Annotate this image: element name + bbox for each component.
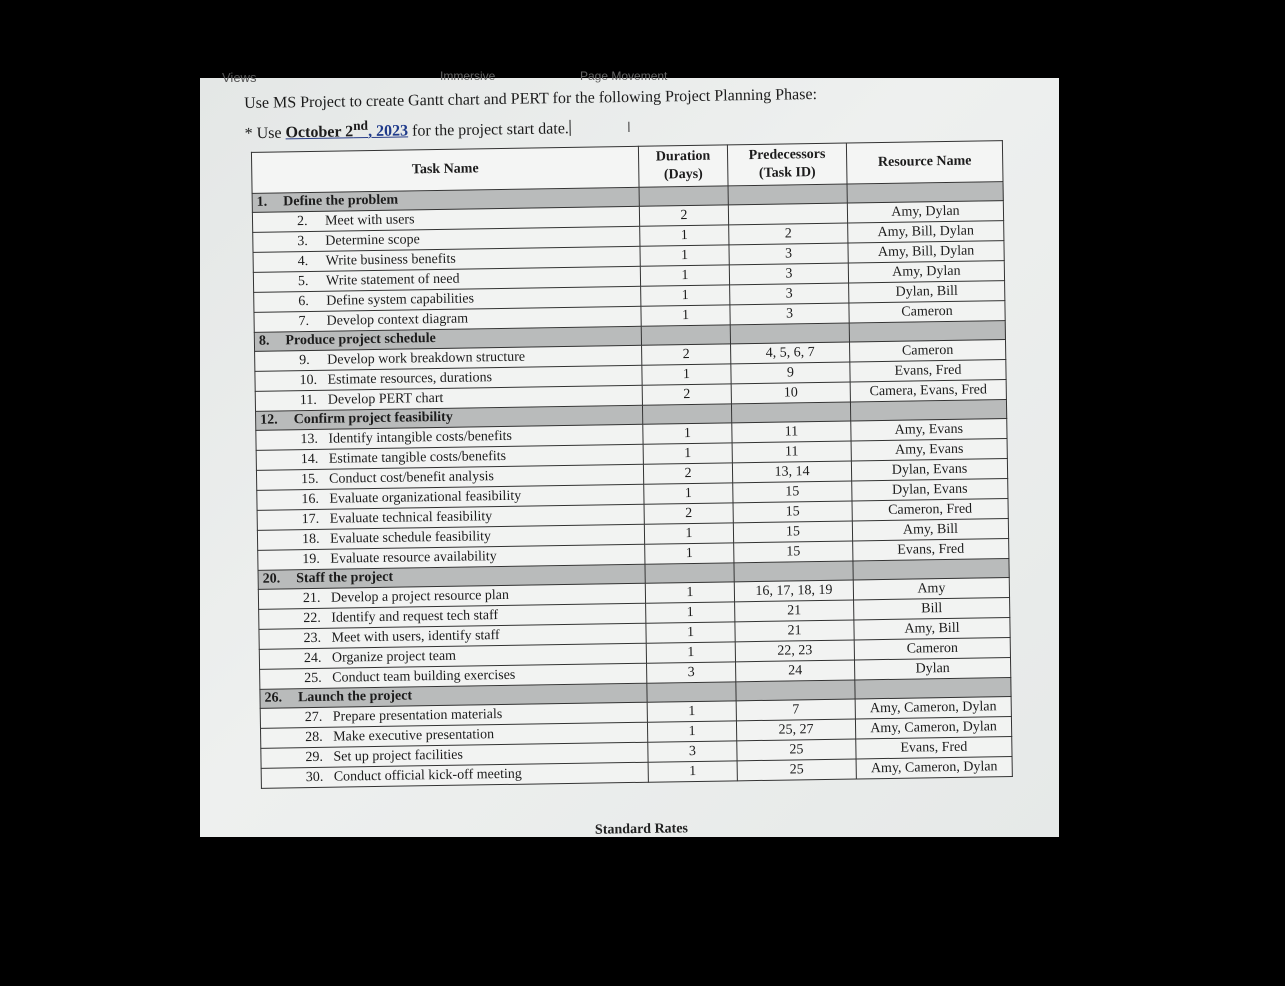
resource-cell — [850, 400, 1006, 421]
task-name: Conduct official kick-off meeting — [333, 767, 522, 786]
resource-cell: Amy, Dylan — [848, 261, 1004, 283]
task-id: 29. — [305, 750, 324, 766]
header-predecessors-line2: (Task ID) — [758, 165, 816, 182]
resource-cell: Amy, Cameron, Dylan — [855, 717, 1011, 739]
task-id: 26. — [264, 690, 283, 707]
task-name: Determine scope — [325, 232, 420, 250]
task-id: 22. — [303, 611, 321, 627]
intro-prefix: * Use — [244, 124, 282, 143]
predecessors-cell — [734, 561, 853, 582]
predecessors-cell: 22, 23 — [735, 640, 854, 662]
predecessors-cell — [736, 680, 855, 701]
task-id: 27. — [304, 710, 323, 726]
predecessors-cell: 2 — [729, 223, 848, 245]
task-id: 13. — [300, 432, 319, 448]
task-name: Develop context diagram — [326, 311, 469, 330]
predecessors-cell: 3 — [730, 303, 849, 325]
resource-cell — [849, 321, 1005, 342]
task-id: 5. — [297, 274, 309, 290]
duration-cell: 1 — [640, 245, 729, 266]
resource-cell: Dylan, Evans — [852, 479, 1008, 501]
resource-cell: Cameron — [849, 301, 1005, 323]
ribbon-immersive-label[interactable]: Immersive — [440, 69, 496, 83]
text-caret — [570, 120, 571, 136]
resource-cell: Dylan, Evans — [851, 459, 1007, 481]
task-id: 1. — [256, 194, 268, 211]
resource-cell: Cameron — [850, 340, 1006, 362]
resource-cell: Amy, Cameron, Dylan — [856, 757, 1012, 779]
task-name: Prepare presentation materials — [332, 707, 503, 726]
task-name: Produce project schedule — [285, 331, 436, 349]
duration-cell: 1 — [641, 305, 730, 326]
duration-cell — [647, 682, 736, 702]
duration-cell: 1 — [640, 225, 729, 246]
task-id: 11. — [299, 393, 317, 409]
start-date-suffix: nd — [353, 118, 369, 134]
document-body — [244, 80, 1035, 789]
task-id: 15. — [300, 472, 319, 488]
predecessors-cell: 3 — [729, 243, 848, 265]
header-duration-line2: (Days) — [663, 167, 703, 183]
predecessors-cell: 13, 14 — [732, 461, 851, 483]
task-id: 9. — [299, 353, 310, 369]
resource-cell: Amy, Dylan — [847, 201, 1003, 223]
header-duration-line1: Duration — [655, 149, 711, 165]
predecessors-cell: 7 — [736, 699, 855, 721]
intro-line-1: Use MS Project to create Gantt chart and PERT for the following Project Planning Phase: — [244, 86, 818, 112]
task-name: Write business benefits — [325, 252, 456, 270]
header-predecessors — [727, 143, 847, 186]
duration-cell: 1 — [643, 423, 732, 444]
resource-cell — [855, 678, 1011, 699]
resource-cell: Amy, Bill — [854, 618, 1010, 640]
task-name: Develop PERT chart — [327, 391, 444, 409]
task-id: 20. — [262, 571, 281, 588]
task-name: Evaluate organizational feasibility — [329, 489, 522, 508]
task-id: 30. — [305, 770, 324, 786]
task-id: 16. — [301, 492, 320, 508]
resource-cell: Dylan, Bill — [849, 281, 1005, 303]
resource-cell: Amy — [853, 578, 1009, 600]
duration-cell: 3 — [647, 662, 736, 683]
duration-cell: 1 — [647, 701, 736, 722]
resource-cell: Bill — [854, 598, 1010, 620]
header-task-name: Task Name — [251, 147, 639, 194]
duration-cell: 1 — [640, 265, 729, 286]
predecessors-cell: 9 — [731, 362, 850, 384]
predecessors-cell: 11 — [732, 421, 851, 443]
task-id: 19. — [302, 552, 320, 568]
duration-cell: 2 — [644, 503, 733, 524]
task-id: 21. — [302, 591, 321, 607]
task-id: 28. — [305, 730, 323, 746]
duration-cell: 2 — [643, 463, 732, 484]
duration-cell — [642, 404, 731, 424]
resource-cell: Amy, Bill, Dylan — [848, 241, 1004, 263]
duration-cell: 1 — [647, 721, 736, 742]
resource-cell: Camera, Evans, Fred — [850, 380, 1006, 402]
duration-cell: 3 — [648, 741, 737, 762]
ribbon-views-label[interactable]: Views — [222, 70, 257, 85]
intro-suffix: for the project start date. — [411, 120, 569, 140]
predecessors-cell: 15 — [733, 481, 852, 503]
task-name: Estimate tangible costs/benefits — [328, 449, 507, 468]
task-rows — [252, 182, 1012, 789]
predecessors-cell: 24 — [736, 660, 855, 682]
predecessors-cell: 21 — [735, 600, 854, 622]
task-name: Develop work breakdown structure — [327, 349, 526, 369]
ribbon-page-movement-label[interactable]: Page Movement — [580, 69, 668, 83]
resource-cell: Amy, Bill — [852, 519, 1008, 541]
task-name: Staff the project — [296, 570, 394, 587]
predecessors-cell — [731, 402, 850, 423]
task-id: 24. — [303, 651, 322, 667]
task-name: Confirm project feasibility — [293, 410, 453, 428]
task-name: Meet with users, identify staff — [331, 628, 500, 647]
resource-cell — [847, 182, 1003, 203]
resource-cell: Amy, Bill, Dylan — [848, 221, 1004, 243]
duration-cell: 1 — [645, 543, 734, 564]
duration-cell: 1 — [644, 523, 733, 544]
predecessors-cell: 11 — [732, 441, 851, 463]
task-id: 18. — [301, 532, 320, 548]
predecessors-cell: 15 — [733, 501, 852, 523]
task-name: Write statement of need — [325, 271, 460, 290]
duration-cell — [641, 325, 730, 345]
task-name: Make executive presentation — [333, 727, 495, 746]
header-predecessors-line1: Predecessors — [748, 147, 826, 164]
predecessors-cell: 15 — [733, 521, 852, 543]
start-date-month: October 2 — [285, 123, 354, 142]
task-name: Meet with users — [324, 212, 415, 230]
task-name: Evaluate resource availability — [330, 549, 497, 568]
predecessors-cell: 10 — [731, 382, 850, 404]
resource-cell: Cameron — [854, 638, 1010, 660]
task-name: Set up project facilities — [333, 747, 464, 766]
task-name: Define the problem — [283, 192, 399, 210]
predecessors-cell: 15 — [734, 541, 853, 563]
header-duration — [638, 145, 728, 187]
task-name: Organize project team — [331, 649, 457, 667]
task-id: 2. — [296, 214, 308, 230]
duration-cell — [645, 563, 734, 583]
duration-cell: 1 — [646, 602, 735, 623]
standard-rates-heading: Standard Rates — [594, 821, 689, 838]
duration-cell: 2 — [639, 205, 728, 226]
duration-cell: 1 — [642, 364, 731, 385]
resource-cell: Amy, Cameron, Dylan — [855, 697, 1011, 719]
duration-cell: 1 — [648, 761, 737, 782]
predecessors-cell — [730, 323, 849, 344]
predecessors-cell — [728, 184, 847, 205]
task-name: Develop a project resource plan — [330, 588, 510, 607]
resource-cell: Evans, Fred — [853, 539, 1009, 561]
predecessors-cell: 25, 27 — [736, 719, 855, 741]
task-id: 10. — [299, 373, 318, 389]
ibeam-cursor-icon: I — [626, 120, 632, 137]
task-name: Evaluate schedule feasibility — [329, 529, 492, 548]
task-id: 12. — [260, 412, 278, 429]
predecessors-cell: 25 — [737, 759, 856, 781]
task-name: Define system capabilities — [326, 291, 475, 310]
task-id: 25. — [304, 671, 322, 687]
predecessors-cell: 16, 17, 18, 19 — [734, 580, 853, 602]
predecessors-cell: 4, 5, 6, 7 — [731, 342, 850, 364]
resource-cell: Cameron, Fred — [852, 499, 1008, 521]
start-date-year: , 2023 — [367, 122, 409, 141]
resource-cell: Dylan — [855, 658, 1011, 680]
resource-cell: Evans, Fred — [850, 360, 1006, 382]
duration-cell: 1 — [643, 443, 732, 464]
resource-cell: Evans, Fred — [856, 737, 1012, 759]
task-id: 8. — [258, 333, 270, 350]
predecessors-cell: 21 — [735, 620, 854, 642]
task-id: 14. — [300, 452, 319, 468]
task-id: 3. — [297, 234, 308, 250]
task-name: Conduct cost/benefit analysis — [328, 469, 495, 488]
task-name: Launch the project — [297, 688, 413, 706]
predecessors-cell: 3 — [730, 283, 849, 305]
task-name: Conduct team building exercises — [332, 668, 516, 687]
task-name: Identify intangible costs/benefits — [328, 429, 513, 448]
task-id: 6. — [298, 294, 309, 310]
start-date — [285, 118, 409, 142]
task-table — [251, 140, 1013, 789]
duration-cell: 2 — [642, 384, 731, 405]
predecessors-cell: 25 — [737, 739, 856, 761]
resource-cell: Amy, Evans — [851, 439, 1007, 461]
duration-cell: 1 — [644, 483, 733, 504]
task-name: Identify and request tech staff — [331, 608, 499, 627]
task-id: 7. — [298, 314, 310, 330]
predecessors-cell — [728, 203, 847, 225]
resource-cell: Amy, Evans — [851, 419, 1007, 441]
duration-cell: 1 — [646, 622, 735, 643]
duration-cell — [639, 186, 728, 206]
task-name: Evaluate technical feasibility — [329, 509, 493, 528]
task-id: 4. — [297, 254, 309, 270]
document-photo — [200, 69, 1059, 838]
predecessors-cell: 3 — [729, 263, 848, 285]
header-resource-name: Resource Name — [846, 141, 1003, 184]
task-name: Estimate resources, durations — [327, 370, 493, 389]
resource-cell — [853, 559, 1009, 580]
duration-cell: 1 — [641, 285, 730, 306]
task-id: 17. — [301, 512, 320, 528]
duration-cell: 2 — [642, 344, 731, 365]
duration-cell: 1 — [645, 582, 734, 603]
duration-cell: 1 — [646, 642, 735, 663]
task-id: 23. — [303, 631, 322, 647]
